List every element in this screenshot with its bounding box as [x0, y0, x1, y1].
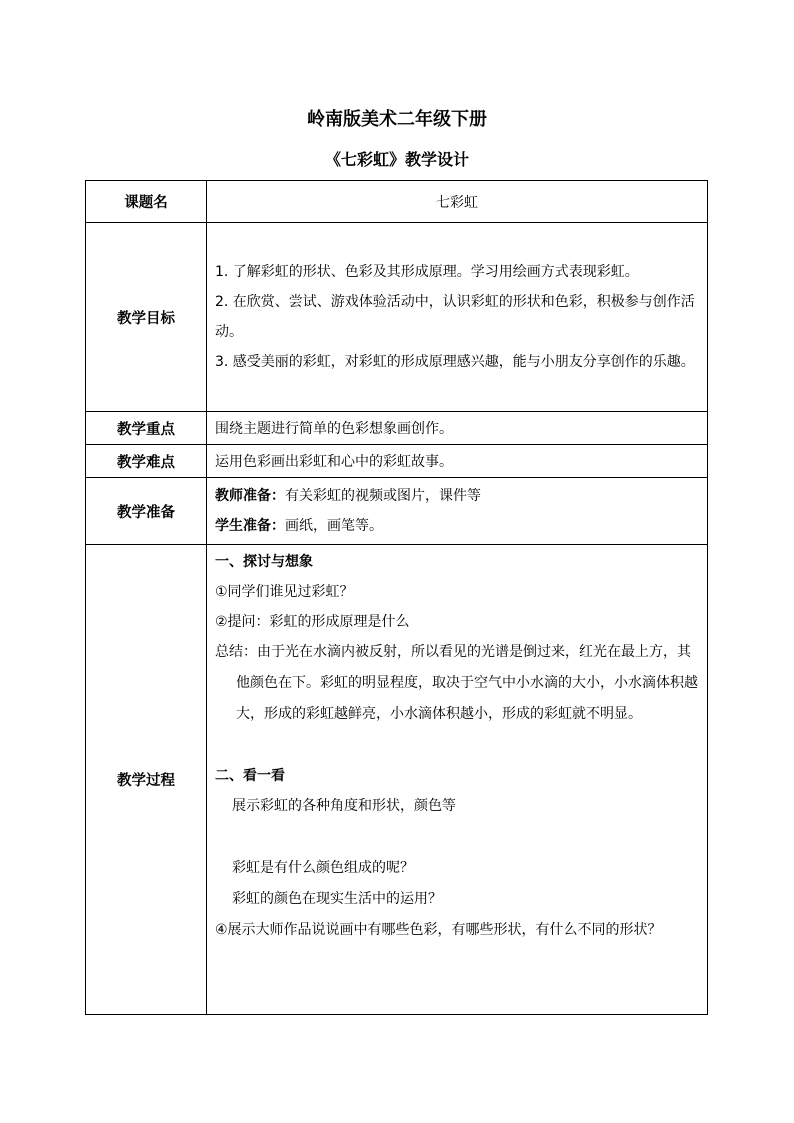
section1-question-1: ①同学们谁见过彩虹？	[215, 584, 354, 600]
goals-label: 教学目标	[86, 223, 207, 412]
key-point-label: 教学重点	[86, 412, 207, 445]
key-point-row	[86, 412, 708, 445]
student-preparation	[215, 511, 701, 541]
section2-heading: 二、看一看	[215, 768, 285, 784]
section1-question-2: ②提问：彩虹的形成原理是什么	[215, 614, 410, 630]
goals-cell	[207, 223, 708, 412]
difficulty-label: 教学难点	[86, 445, 207, 478]
teacher-preparation-label: 教师准备：	[215, 488, 285, 504]
spacer	[215, 730, 701, 761]
goals-row	[86, 223, 708, 412]
student-preparation-label: 学生准备：	[215, 518, 285, 534]
document-subtitle: 《七彩虹》教学设计	[324, 150, 469, 169]
topic-row	[86, 181, 708, 223]
preparation-cell	[207, 478, 708, 545]
spacer	[215, 822, 701, 853]
difficulty-row	[86, 445, 708, 478]
process-row	[86, 545, 708, 1015]
process-cell	[207, 545, 708, 1015]
section2-question-use: 彩虹的颜色在现实生活中的运用？	[232, 891, 442, 907]
teacher-preparation	[215, 481, 701, 511]
difficulty-value: 运用色彩画出彩虹和心中的彩虹故事。	[207, 445, 708, 478]
student-preparation-value: 画纸，画笔等。	[285, 518, 383, 534]
topic-label: 课题名	[86, 181, 207, 223]
section2-question-4: ④展示大师作品说说画中有哪些色彩，有哪些形状，有什么不同的形状？	[215, 922, 662, 938]
document-title: 岭南版美术二年级下册	[307, 109, 487, 130]
section1-summary: 总结：由于光在水滴内被反射，所以看见的光谱是倒过来，红光在最上方，其他颜色在下。彩虹的明显程度，取决于空气中小水滴的大小，小水滴体积越大，形成的彩虹越鲜亮，小水滴体积越小，形成的彩虹就不明显。	[215, 644, 698, 722]
preparation-row	[86, 478, 708, 545]
teacher-preparation-value: 有关彩虹的视频或图片，课件等	[285, 488, 481, 504]
goal-item-3: 3. 感受美丽的彩虹，对彩虹的形成原理感兴趣，能与小朋友分享创作的乐趣。	[215, 354, 695, 370]
goal-item-2: 2. 在欣赏、尝试、游戏体验活动中，认识彩虹的形状和色彩，积极参与创作活动。	[215, 294, 695, 340]
section2-show: 展示彩虹的各种角度和形状，颜色等	[232, 798, 456, 814]
key-point-value: 围绕主题进行简单的色彩想象画创作。	[207, 412, 708, 445]
section2-question-colors: 彩虹是有什么颜色组成的呢？	[232, 860, 414, 876]
preparation-label: 教学准备	[86, 478, 207, 545]
topic-value: 七彩虹	[207, 181, 708, 223]
goal-item-1: 1. 了解彩虹的形状、色彩及其形成原理。学习用绘画方式表现彩虹。	[215, 264, 639, 280]
lesson-plan-table	[85, 180, 708, 1015]
process-label: 教学过程	[86, 545, 207, 1015]
section1-heading: 一、探讨与想象	[215, 554, 313, 570]
